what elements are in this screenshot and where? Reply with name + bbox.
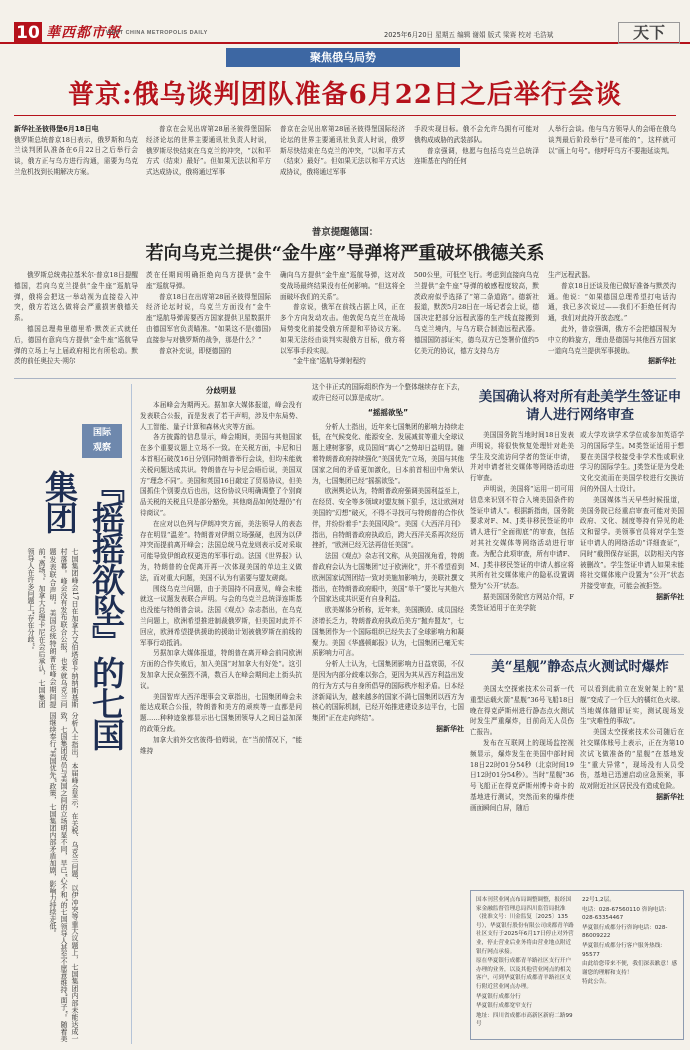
paragraph: “金牛座”巡航导弹射程约: [293, 357, 366, 366]
feature-lede-lower: 分析人士指出，本届峰会显示，在关税、乌克兰问题、以伊冲突等重大议题上，七国集团内部未能达成一致，七国集团成员与美国之间的立场明显不同，早已“心不和”的七国领导人甚至不愿意维持“面子”。随着美国继续奉行“美国优先”政策，七国集团内部矛盾加剧，影响力持续走低。: [49, 712, 79, 1042]
divider: [470, 654, 684, 655]
notice-line: 华夏银行成都分行: [476, 993, 521, 1000]
subheading: “摇摇欲坠”: [367, 407, 409, 417]
notice-col-1: [476, 896, 576, 1036]
paragraph: 俄罗斯总统普京18日表示，俄罗斯和乌克兰谈判团队准备在6月22日之后举行会谈，俄方正与乌方进行沟通，需要为乌克兰危机找到长期解决方案。: [14, 135, 138, 176]
headline-rule: [14, 115, 676, 116]
paragraph: 茨在任期间明确拒绝向乌方提供“金牛座”巡航导弹。: [146, 271, 271, 290]
section-name: 天下: [618, 22, 680, 44]
starship-headline: 美“星舰”静态点火测试时爆炸: [491, 659, 669, 675]
paragraph: 法国《观点》杂志刊文称，从美国视角看，特朗普政府会认为七国集团“过于欧洲化”，并不希望看到欧洲国家试图团结一致对美施加影响力，美联社撰文指出，在特朗普政府眼中，美国“单干”要比与其他六个国家达成共识更有自身利益。: [312, 552, 464, 604]
top-story-col-1: [14, 124, 138, 214]
story2-kicker: 普京提醒德国：: [311, 227, 379, 238]
paragraph: 美国智库大西洋理事会文章指出，七国集团峰会未能达成联合公报，特朗普和美方的顽疾等一直都是问题……种种迹象都显示出七国集团领导人之间日益加深的政策分歧。: [140, 692, 302, 733]
notice-line: 22号1,2层。: [582, 897, 615, 903]
paragraph: 欧美媒体分析称，近年来，美国撕毁、成员国经济增长乏力，特朗普政府执政后美方“抛弃盟友”，七国集团作为一个国际组织已经失去了全球影响力和凝聚力。美国《华盛顿邮报》认为，七国集团已毫无实质影响力可言。: [312, 606, 464, 658]
paragraph: 在应对以色列与伊朗冲突方面，美法领导人的表态存在明显“温差”。特朗普对伊朗立场强硬，也因为以伊冲突而提前离开峰会；法国总统马克龙则表示反对采取可能导致伊朗政权更迭的军事行动。法国《世界报》认为，特朗普的仓促离开再一次体现美国的单边主义做法，而对重大问题，美国不认为有需要与盟友磋商。: [140, 519, 302, 582]
paragraph: 加拿大前外交官彼得·伯姆说，在“当前情况下，“能维持: [140, 735, 302, 755]
paragraph: 人举行会谈。他与乌方领导人的会晤在俄乌谈判最后阶段举行“是可能的”，这样就可以“画上句号”。他呼吁乌方不要拖延谈判。: [548, 125, 676, 155]
paragraph: 本届峰会为期两天。据加拿大媒体报道，峰会没有发表联合公报，而是发表了若干声明，涉及中东局势、人工智能、量子计算和森林火灾等方面。: [140, 401, 302, 431]
source-credit: 据新华社: [656, 592, 684, 601]
paragraph: 普京在会见出席第28届圣彼得堡国际经济论坛的世界主要通讯社负责人时说，俄罗斯尽快结束在乌克兰的冲突，“以和平方式（结束）最好”。但如果无法以和平方式达成协议，俄将通过军事: [280, 125, 405, 177]
notice-line: 特此公告。: [582, 979, 610, 986]
newspaper-logo: 華西都市報: [46, 25, 121, 41]
source-credit: 据新华社: [436, 724, 464, 733]
notice-line: 国本刊营业网点布局调整调整，报经国家金融监督管理总局四川监管局批准（批准文号：川金监复〔2025〕135号），华夏银行股份有限公司成都青羊路社区支行于2025年6月17日停止对外营业，停止营业后业务将由营业地点附近银行网点承接。: [476, 897, 574, 955]
paragraph: 各方披露的信息显示，峰会期间，美国与其他国家在多个重要议题上立场不一致。在关税方面，卡尼和日本首相石破茂16日分别同特朗普举行会谈，但均未能就关税问题达成共识。特朗普在与卡尼会晤后说，美国双方“理念不同”。美国和英国16日敲定了贸易协议，但美国抓住个别要点后也出，这份协议只明确调整了个别商品关税的关税且只是部分豁免，其他商品如何处理仍“有待商议”。: [140, 433, 302, 517]
paragraph: 据美国国务院官方网站介绍，F类签证适用于在美学院: [470, 592, 574, 612]
paragraph: 普京18日还谈及他已做好准备与默茨沟通。他说：“如果德国总理希望打电话沟通，我已多次说过——我们不拒绝任何沟通，我们对此持开放态度。”: [548, 281, 676, 323]
top-story-col-3: [280, 124, 405, 214]
notice-line: 华夏银行成都分行客户服务热线：95577: [582, 942, 666, 958]
paragraph: 美国国务院当地时间18日发表声明说，将很快恢复处理针对赴美学生及交流访问学者的签证申请，并对申请者社交媒体等网络活动进行审查。: [470, 431, 574, 483]
section-divider: [14, 378, 676, 379]
notice-line: 原在华夏银行成都青羊路社区支行开户办理的业务，以及其他营业网点的相关客户，可到华夏银行成都青羊路社区支行附近营业网点办理。: [476, 958, 572, 990]
paragraph: 此外，普京强调，俄方不会把德国视为中立的斡旋方，理由是德国与其他西方国家一道向乌克兰提供军事援助。: [548, 324, 676, 355]
paragraph: 另据加拿大媒体报道，特朗普在离开峰会前同欧洲方面的合作失败后，加入美国“对加拿大有好处”。这引发加拿大民众强烈不满，数百人在峰会期间走上街头抗议。: [140, 649, 302, 690]
paragraph: 普京18日在出席第28届圣彼得堡国际经济论坛时说，乌克兰方面没有“金牛座”巡航导弹需要西方国家提供卫星数据并由德国军官负责瞄准。“如果这不是(德国)直接参与对俄罗斯的战争，那是什么？”: [146, 292, 271, 344]
source-credit: 据新华社: [648, 357, 676, 366]
paragraph: 美国太空探索技术公司新一代重型运载火箭“星舰”36号飞船18日晚在得克萨斯州进行静态点火测试时发生严重爆炸，目前尚无人员伤亡报告。: [470, 685, 574, 737]
paragraph: 生产远程武器。: [548, 271, 595, 279]
story2-col-4: [414, 270, 539, 374]
feature-col-1: [140, 382, 302, 1046]
starship-col-1: [470, 684, 574, 884]
paragraph: 普京在会见出席第28届圣彼得堡国际经济论坛的世界主要通讯社负责人时说，俄罗斯尽快结束在乌克兰的冲突，“以和平方式（结束）最好”。但如果无法以和平方式达成协议，俄将通过军事: [146, 125, 271, 177]
us-visa-col-2: [580, 430, 684, 650]
top-story-col-4: [414, 124, 539, 214]
paragraph: 或大学攻读学术学位或参加英语学习的国际学生。M类签证适用于想要在美国学校接受非学术性或职业学习的国际学生。J类签证是为受赴文化交流而在美国学校进行交换访问的外国人士设计。: [580, 431, 684, 493]
paragraph: 分析人士认为，七国集团影响力日益衰弱，不仅是因为内部分歧难以弥合，更因为其从西方利益出发的行为方式与自身所倡导的国际秩序相矛盾。日本经济新闻认为，越来越多的国家不满七国集团以西方为核心的国际机制，已经开始推进建设多边平台，七国集团“正在走向终结”。: [312, 660, 464, 723]
paragraph: 手段实现目标。俄不会允许乌拥有可能对俄构成威胁的武装部队。: [414, 125, 539, 144]
paragraph: 可以看到此前立在发射架上的“星舰”变成了一个巨大的橘红色火球。当地媒体随即证实，测试现场发生“灾难性的事故”。: [580, 685, 684, 726]
top-story-col-5: [548, 124, 676, 214]
dateline: 新华社圣彼得堡6月18日电: [14, 125, 99, 133]
notice-line: 由此给您带来不便，我们深表歉意！感谢您的理解和支持！: [582, 961, 678, 976]
story2-headline: 若向乌克兰提供“金牛座”导弹将严重破坏俄德关系: [145, 243, 545, 264]
masthead: [0, 0, 690, 44]
paragraph: 美国太空探索技术公司随后在社交媒体账号上表示，正在为第10次试飞做准备的“星舰”在基地发生“重大异常”，现场没有人员受伤，基地已迅速启动应急预案，事故对附近社区居民没有造成危险。: [580, 728, 684, 791]
paragraph: 分析人士指出，近年来七国集团的影响力持续走低，在气候变化、能源安全、发展减贫等重大全球议题上建树寥寥，成员国间“离心”之势却日益明显。随着特朗普政府持续强化“美国优先”立场，美国与其他国家之间的矛盾更加激化，日本前首相田中角荣认为，七国集团已经“摇摇欲坠”。: [312, 422, 464, 485]
paragraph: 这个非正式的国际组织作为一个整体继续存在下去，或许已经可以算是成功”。: [312, 383, 464, 402]
page-number: 10: [14, 22, 42, 44]
paragraph: 发布在互联网上的现场监控视频显示，爆炸发生在美国中部时间18日22时01分54秒（北京时间19日12时01分54秒）。当时“星舰”36号飞船正在得克萨斯州博卡奇卡的基地进行测试，突然而来的爆炸使画面瞬间白屏，随后: [470, 738, 574, 812]
newspaper-english-name: WEST CHINA METROPOLIS DAILY: [106, 30, 208, 36]
date-line: 2025年6月20日 星期五 编辑 谢娟 版式 梁赛 校对 毛浩斌: [384, 31, 554, 39]
topic-banner: 聚焦俄乌局势: [226, 48, 460, 67]
paragraph: 500公里，可低空飞行。考虑到直接向乌克兰提供“金牛座”导弹的敏感程度较高，默茨政府似乎选择了“第二条道路”。德新社报道，默茨5月28日在一场记者会上说，德国决定把部分远程武器的生产线直接搬到乌克兰境内，与乌方联合制造远程武器。德国国防部证实，德乌双方已签署价值约5亿美元的协议，德方支持乌方: [414, 271, 539, 355]
notice-line: 华夏银行成都分行咨询电话：028-86009222: [582, 924, 668, 940]
paragraph: 普京说，俄军在前线占据上风，正在多个方向发动攻击。他敦促乌克兰在战场局势变化前接受俄方所提和平协议方案。如果无法经由谈判实现俄方目标，俄方将以军事手段实现。: [280, 303, 405, 355]
source-credit: 据新华社: [656, 792, 684, 801]
paragraph: 欧洲舆论认为，特朗普政府强调美国利益至上，在经贸、安全等多领域对盟友频下狠手，这让欧洲对美国的“幻想”破灭，不得不寻找可与特朗普的合作伙伴，并纷纷着手“去美国风险”。美国《大西洋月刊》指出，自特朗普政府执政后，跨大西洋关系再次经历挫折，“欧洲已经无法再信任美国”。: [312, 487, 464, 550]
tag-line: 国际: [92, 428, 111, 438]
paragraph: 确向乌方提供“金牛座”巡航导弹，这对改变战场最终结果没有任何影响。“但这将全面破坏我们的关系”。: [280, 271, 405, 301]
international-observation-tag: [82, 424, 122, 458]
paragraph: 声明说，美国将“运用一切可用信息来识别不符合入境美国条件的签证申请人”。根据新指南，国务院要求对F、M、J类非移民签证的申请人进行“全面彻底”的审查，包括对其社交媒体等网络活动进行审查。为配合此项审查，所有申请F、M、J类非移民签证的申请人都应将其所有社交媒体账户的隐私设置调整为“公开”状态。: [470, 484, 574, 591]
us-visa-headline: 美国确认将对所有赴美学生签证申请人进行网络审查: [478, 389, 682, 423]
paragraph: 美国媒体当天早些时候报道，美国务院已经重启审查可能对美国政府、文化、制度等持有异见的赴文和留学。美领事官员将对学生签证申请人的网络活动“详细查证”，同时“截图保存证据，以防相关内容被删改”。学生签证申请人如果未能将社交媒体账户设置为“公开”状态并接受审查，可能会被拒签。: [580, 495, 684, 591]
notice-col-2: [582, 896, 680, 1036]
feature-title: 『摇摇欲坠』的七国集团: [40, 470, 126, 749]
feature-col-2: [312, 382, 464, 1046]
story2-col-3: [280, 270, 405, 374]
paragraph: 普京强调，他愿与包括乌克兰总统泽连斯基在内的任何: [414, 146, 539, 166]
notice-line: 地址：四川省成都市高新区新府二路99号: [476, 1012, 573, 1028]
paragraph: 普京补充说，即便德国的: [159, 346, 232, 355]
tag-line: 观察: [92, 443, 111, 453]
starship-col-2: [580, 684, 684, 884]
paragraph: 德国总理弗里德里希·默茨正式就任后，德国有意向乌方提供“金牛座”巡航导弹的立场上与上届政府相比有所松动。默茨的前任奥拉夫·朔尔: [14, 324, 138, 366]
feature-lede-upper: 七国集团峰会17日在加拿大艾伯塔省卡纳纳斯基斯村落幕。峰会没有发布联合公报，也未就乌克兰问题发表联合声明。美国总统特朗普在峰会期间提前“离场”。加拿大总理卡尼在会后承认，七国集团领导人在许多问题上“存在分歧”。: [27, 548, 79, 708]
paragraph: 围绕乌克兰问题，由于美国持不同意见，峰会未能就这一议题发表联合声明。与会的乌克兰总统泽连斯基也没能与特朗普会谈。法国《观点》杂志指出，在乌克兰问题上，欧洲希望推进制裁俄罗斯，但美国对此并不回应，欧洲希望提供援助的援助计划被俄罗斯在前线的军事行动抵消。: [140, 584, 302, 647]
story2-col-2: [146, 270, 271, 374]
us-visa-col-1: [470, 430, 574, 650]
story2-col-1: [14, 270, 138, 374]
notice-line: 华夏银行成都宽窄支行: [476, 1003, 532, 1010]
paragraph: 俄罗斯总统弗拉基米尔·普京18日提醒德国，若向乌克兰提供“金牛座”巡航导弹，俄将会把这一举动视为直接卷入冲突，俄方若这么做将会严重损害俄德关系。: [14, 271, 138, 323]
top-story-col-2: [146, 124, 271, 214]
notice-line: 电话：028-67560110 咨询电话：028-63354467: [582, 906, 670, 922]
subheading: 分歧明显: [205, 386, 237, 395]
story2-col-5: [548, 270, 676, 374]
lead-headline: 普京:俄乌谈判团队准备6月22日之后举行会谈: [68, 80, 622, 110]
